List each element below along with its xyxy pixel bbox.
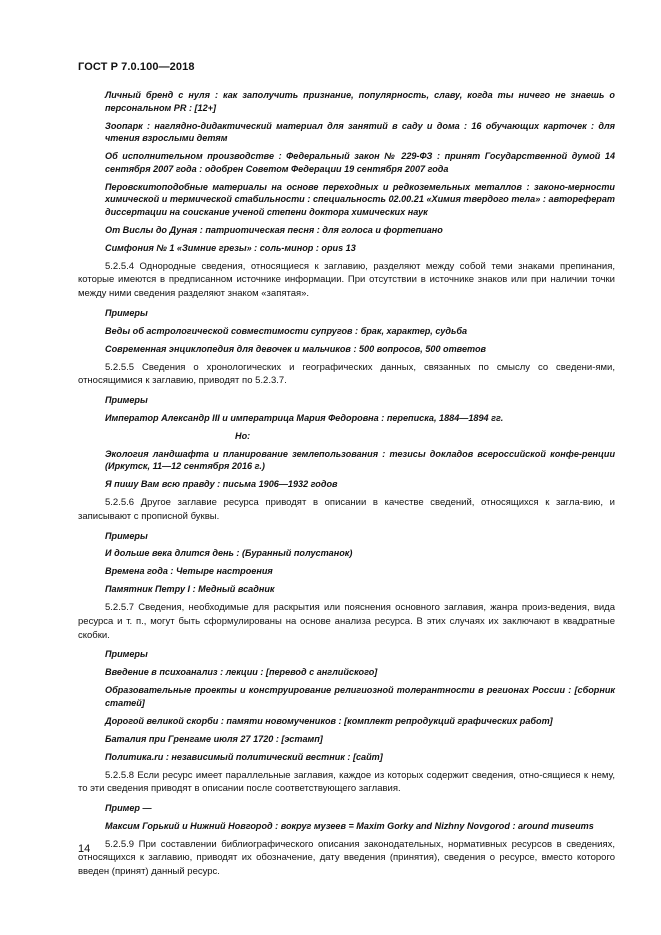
example-label: Пример — bbox=[105, 802, 152, 813]
example-item: Дорогой великой скорби : памяти новомучеников : [комплект репродукций графических работ] bbox=[105, 715, 553, 726]
examples-label: Примеры bbox=[105, 649, 148, 660]
document-header: ГОСТ Р 7.0.100—2018 bbox=[78, 61, 195, 73]
page-content bbox=[78, 89, 615, 885]
example-item: Баталия при Гренгаме июля 27 1720 : [эстамп] bbox=[105, 733, 323, 744]
example-item: Памятник Петру I : Медный всадник bbox=[105, 584, 275, 595]
example-item: Веды об астрологической совместимости супругов : брак, характер, судьба bbox=[105, 325, 468, 336]
example-item: Современная энциклопедия для девочек и мальчиков : 500 вопросов, 500 ответов bbox=[105, 343, 487, 354]
examples-label: Примеры bbox=[105, 530, 148, 541]
example-item: Личный бренд с нуля : как заполучить признание, популярность, славу, когда ты ничего не знаешь о персональном PR : [12+] bbox=[105, 90, 615, 113]
example-item: Я пишу Вам всю правду : письма 1906—1932 годов bbox=[105, 479, 338, 490]
example-item: Максим Горький и Нижний Новгород : вокруг музеев = Maxim Gorky and Nizhny Novgorod : around museums bbox=[105, 820, 594, 831]
paragraph-5-2-5-7: 5.2.5.7 Сведения, необходимые для раскрытия или пояснения основного заглавия, жанра произ-ведения, вида ресурса и т. п., могут быть сформулированы на основе анализа ресурса. В этих случаях их заключают в квадратные скобки. bbox=[78, 602, 615, 641]
paragraph-5-2-5-6: 5.2.5.6 Другое заглавие ресурса приводят в описании в качестве сведений, относящихся к загла-вию, и записывают с прописной буквы. bbox=[78, 497, 615, 522]
page-number: 14 bbox=[78, 843, 91, 855]
example-item: Симфония № 1 «Зимние грезы» : соль-минор : opus 13 bbox=[105, 242, 356, 253]
example-item: Император Александр III и императрица Мария Федоровна : переписка, 1884—1894 гг. bbox=[105, 412, 504, 423]
example-item: Зоопарк : наглядно-дидактический материал для занятий в саду и дома : 16 обучающих карточек : для чтения взрослыми детям bbox=[105, 120, 615, 144]
example-item: Времена года : Четыре настроения bbox=[105, 566, 273, 577]
examples-label: Примеры bbox=[105, 307, 148, 318]
paragraph-5-2-5-5: 5.2.5.5 Сведения о хронологических и географических данных, связанных по смыслу со сведени-ями, относящимися к заглавию, приводят по 5.2.3.7. bbox=[78, 361, 615, 387]
but-label: Но: bbox=[235, 430, 251, 441]
example-item: И дольше века длится день : (Буранный полустанок) bbox=[105, 548, 353, 559]
example-item: Экология ландшафта и планирование землепользования : тезисы докладов всероссийской конфе-ренции (Иркутск, 11—12 сентября 2016 г.) bbox=[105, 448, 615, 472]
paragraph-5-2-5-4: 5.2.5.4 Однородные сведения, относящиеся к заглавию, разделяют между собой теми знаками препинания, которые имеются в предписанном источнике информации. При отсутствии в источнике знаков или при наличии точки между ними сведения разделяют знаком «запятая». bbox=[78, 260, 615, 300]
example-item: Об исполнительном производстве : Федеральный закон № 229-ФЗ : принят Государственной думой 14 сентября 2007 года : одобрен Советом Федерации 19 сентября 2007 года bbox=[105, 151, 615, 174]
example-item: Образовательные проекты и конструирование религиозной толерантности в регионах России : [сборник статей] bbox=[105, 685, 615, 708]
examples-label: Примеры bbox=[105, 394, 148, 405]
example-item: Политика.ru : независимый политический вестник : [сайт] bbox=[105, 751, 383, 762]
paragraph-5-2-5-9: 5.2.5.9 При составлении библиографического описания законодательных, нормативных ресурсов в сведениях, относящихся к заглавию, приводят их обозначение, дату введения (принятия), сведения о ресурсе, вместо которого введен (принят) данный ресурс. bbox=[78, 838, 615, 878]
example-item: Введение в психоанализ : лекции : [перевод с английского] bbox=[105, 667, 378, 678]
example-item: Перовскитоподобные материалы на основе переходных и редкоземельных металлов : законо-мерности химической и термической стабильности : специальность 02.00.21 «Химия твердого тела» : автореферат диссертации на соискание ученой степени доктора химических наук bbox=[105, 181, 615, 217]
paragraph-5-2-5-8: 5.2.5.8 Если ресурс имеет параллельные заглавия, каждое из которых содержит сведения, отно-сящиеся к нему, то эти сведения приводят в описании после соответствующего заглавия. bbox=[78, 769, 615, 795]
example-item: От Вислы до Дуная : патриотическая песня : для голоса и фортепиано bbox=[105, 224, 443, 235]
